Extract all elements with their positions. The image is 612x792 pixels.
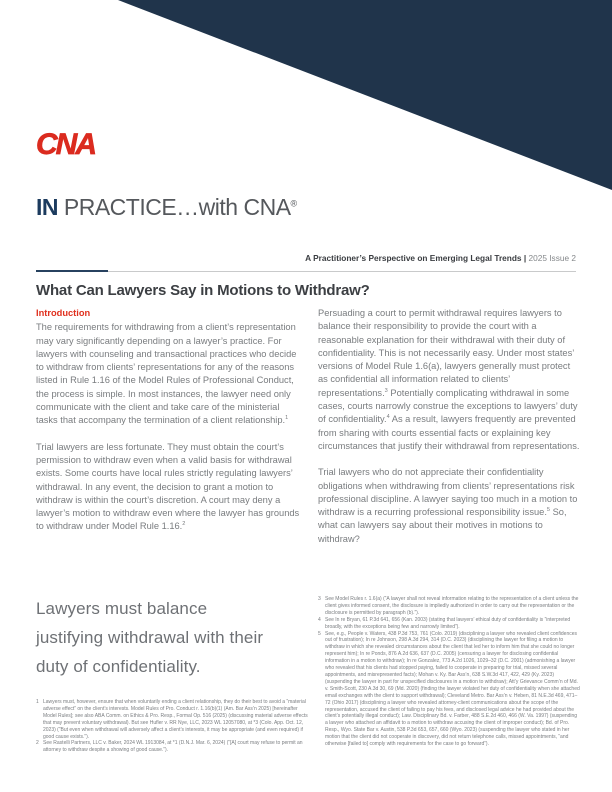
intro-heading: Introduction (36, 308, 91, 318)
footnote-ref-1: 1 (285, 415, 289, 422)
footnote-text: Lawyers must, however, ensure that when voluntarily ending a client relationship, they do their best to avoid a “material adverse effect” on the client’s interests. Model Rules of Pro. Conduct r. 1.16(b)(1) (Am. Bar Ass’n 2025) [hereinafter Model Rules]; see also ABA Comm. on Ethics & Pro. Resp., Formal Op. 516 (2025) (discussing material adverse effects that may prevent voluntary withdrawal). But see Hufler v. RR Nye, LLC, 2023 WL 12057080, at *3 (Colo. App. Oct. 12, 2023) (“But even when withdrawal will adversely affect a client’s interests, it may be appropriate (and even required) if good cause exists.”). (43, 699, 308, 740)
footnote-number: 3 (318, 596, 321, 602)
footnote-number: 1 (36, 699, 39, 705)
paragraph-left-2 (36, 441, 300, 534)
registered-trademark-symbol: ® (290, 198, 297, 209)
paragraph-text: Trial lawyers who do not appreciate their confidentiality obligations when withdrawing from clients’ representations risk professional discipline. A lawyer saying too much in a motion to withdraw is a recurring professional responsibility issue. (318, 467, 578, 518)
column-left (36, 307, 300, 547)
footnote-text: See Rastelli Partners, LLC v. Baker, 2024 WL 1913084, at *1 (D.N.J. Mar. 6, 2024) (“[A] court may refuse to permit an attorney to withdraw despite a showing of good cause.”). (43, 740, 303, 754)
footnote-2 (36, 740, 308, 754)
footnote-number: 2 (36, 740, 39, 747)
paragraph-right-1 (318, 307, 580, 453)
cna-logo: CNA (36, 128, 95, 161)
footnote-number: 4 (318, 616, 321, 623)
footnote-5 (318, 631, 580, 748)
masthead-in: IN (36, 194, 58, 220)
divider-rule (36, 271, 576, 272)
paragraph-text: Persuading a court to permit withdrawal requires lawyers to balance their responsibility to provide the court with a reasonable explanation for their withdrawal with their duty of confidentiality. This is not necessarily easy. Under most states’ versions of Model Rule 1.6(a), lawyers generally must protect as confidential all information related to clients’ representations. (318, 308, 574, 398)
footnote-4 (318, 617, 580, 631)
article-title: What Can Lawyers Say in Motions to Withdraw? (36, 282, 370, 299)
footnote-1 (36, 699, 308, 740)
footnote-3 (318, 596, 580, 617)
pull-quote: Lawyers must balance justifying withdrawal with their duty of confidentiality. (36, 599, 264, 676)
masthead-practice-with-cna: PRACTICE…with CNA (58, 194, 291, 220)
footnote-ref-3: 3 (384, 387, 388, 394)
paragraph-text: Trial lawyers are less fortunate. They must obtain the court’s permission to withdraw even when a valid basis for withdrawal exists. Some courts have local rules strictly regulating lawyers’ withdrawal. In any event, the decision to grant a motion to withdraw is within the court’s discretion. A court may deny a lawyer’s motion to withdraw even where the lawyer has grounds to withdraw under Model Rule 1.16. (36, 441, 300, 532)
footnote-text: See, e.g., People v. Waters, 438 P.3d 753, 761 (Colo. 2019) (disciplining a lawyer who revealed client confidences out of frustration); In re Johnson, 298 A.3d 294, 314 (D.C. 2023) (disciplining the lawyer for filing a motion to withdraw in which she revealed circumstances about the client that led her to inform him that she could no longer represent him); In re Ponds, 876 A.2d 636, 637 (D.C. 2005) (censuring a lawyer for disclosing confidential information in a motion to withdraw); In re Gonzalez, 773 A.2d 1026, 1029–32 (D.C. 2001) (admonishing a lawyer who revealed that his clients had stopped paying, failed to cooperate in preparing for trial, missed several appointments, and misrepresented facts); Mohan v. Ky. Bar Ass’n, 638 S.W.3d 417, 422, 429 (Ky. 2023) (suspending the lawyer in part for unspecified disclosures in a motion to withdraw); Att’y Grievance Comm’n of Md. v. Smith-Scott, 230 A.3d 30, 69 (Md. 2020) (finding the lawyer violated her duty of confidentiality when she attached email exchanges with the client to support withdrawal); Cleveland Metro. Bar Ass’n v. Heben, 81 N.E.3d 469, 471–72 (Ohio 2017) (disciplining a lawyer who revealed attorney-client communications about the scope of the representation, accused the client of failing to pay his fees, and disclosed legal advice he had provided about the client’s potentially illegal conduct); Law. Disciplinary Bd. v. Farber, 488 S.E.2d 460, 466 (W. Va. 1997) (suspending a lawyer who attached an affidavit to a motion to withdraw accusing the client of improper conduct); Bd. of Pro. Resp., Wyo. State Bar v. Austin, 538 P.3d 653, 657, 660 (Wyo. 2023) (suspending the lawyer who stated in her motion that the client did not cooperate in discovery, did not return telephone calls, missed appointments, “and otherwise [failed to] comply with requirements for the case to go forward”). (325, 630, 580, 748)
footnote-ref-2: 2 (182, 521, 186, 528)
paragraph-right-2 (318, 466, 580, 546)
issue-tagline (305, 253, 576, 263)
issue-number: 2025 Issue 2 (528, 253, 576, 263)
paragraph-text: The requirements for withdrawing from a client’s representation may vary significantly depending on a lawyer’s practice. For lawyers with counseling and transactional practices who decide to withdraw from clients’ representations for any of the reasons listed in Rule 1.16 of the Model Rules of Professional Conduct, the process is simple. In most instances, the lawyer need only communicate with the client and take care of the ministerial tasks that accompany the termination of a client relationship. (36, 322, 297, 426)
footnote-text: See Model Rules r. 1.6(a) (“A lawyer shall not reveal information relating to the representation of a client unless the client gives informed consent, the disclosure is impliedly authorized in order to carry out the representation or the disclosure is permitted by paragraph (b).”). (325, 596, 579, 616)
divider-accent (36, 270, 108, 272)
masthead-title (36, 194, 297, 221)
paragraph-left-1 (36, 321, 300, 427)
tagline-text: A Practitioner’s Perspective on Emerging Legal Trends | (305, 253, 529, 263)
footnote-ref-4: 4 (386, 414, 390, 421)
column-right (318, 307, 580, 559)
paragraph-text: Potentially complicating withdrawal in some cases, courts narrowly construe the exceptions to lawyers’ duty of confidentiality. (318, 387, 578, 425)
footnotes-right (318, 596, 580, 748)
footnotes-left (36, 699, 308, 754)
footnote-text: See In re Bryan, 61 P.3d 641, 656 (Kan. 2003) (stating that lawyers’ ethical duty of confidentiality is “interpreted broadly, with the exceptions being few and narrowly limited”). (325, 616, 571, 630)
footnote-ref-5: 5 (546, 507, 551, 514)
paragraph-text: As a result, lawyers frequently are prevented from sharing with courts essential facts or explaining key circumstances that justify their withdrawal from representations. (318, 414, 580, 451)
paragraph-text: So, what can lawyers say about their motives in motions to withdraw? (318, 507, 567, 544)
footnote-number: 5 (318, 630, 321, 637)
